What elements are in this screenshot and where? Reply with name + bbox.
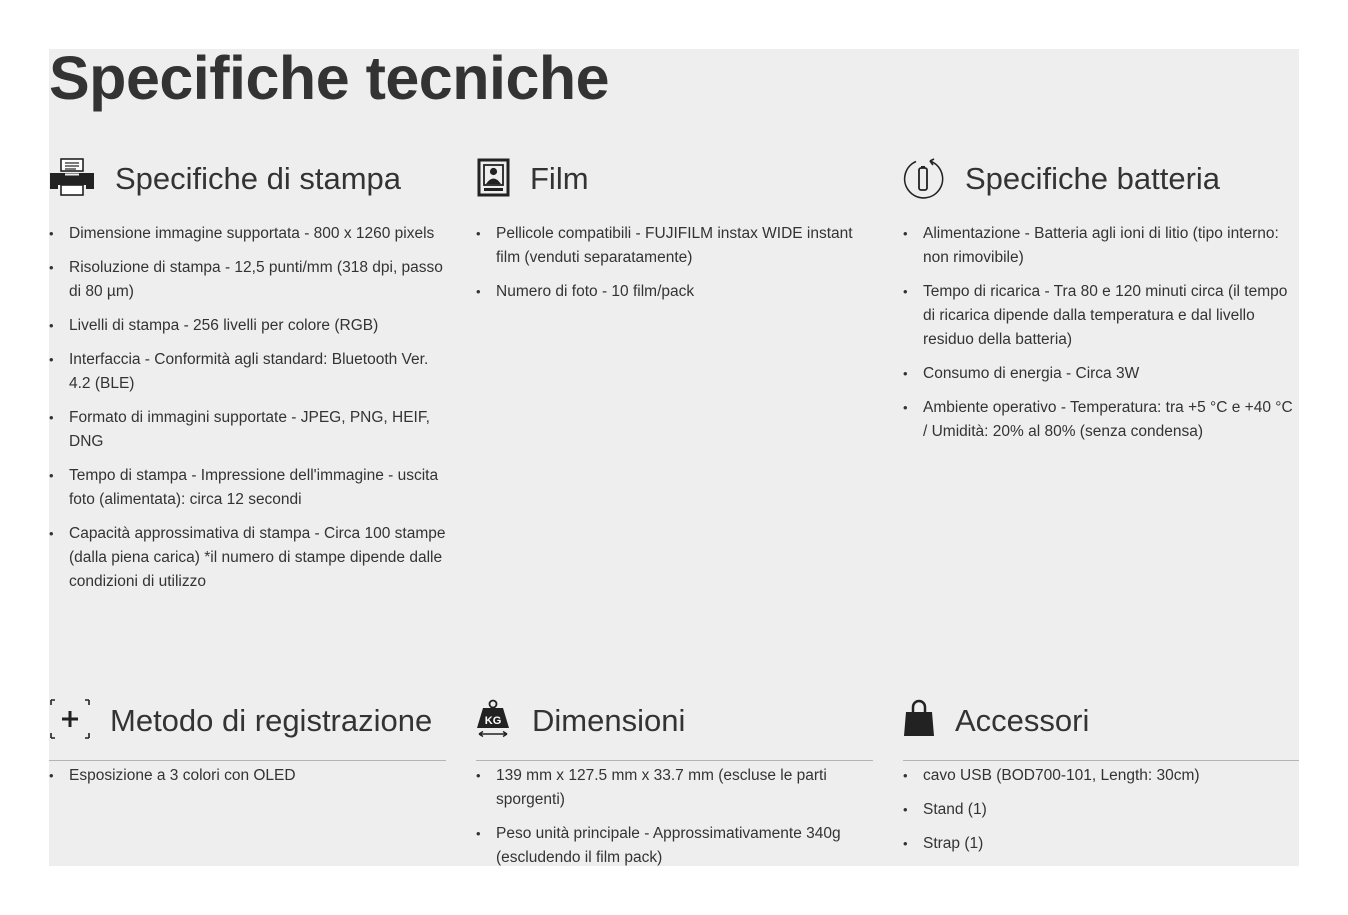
film-portrait-icon <box>476 156 522 202</box>
spec-list <box>476 764 874 866</box>
list-item: • cavo USB (BOD700-101, Length: 30cm) <box>903 764 1299 788</box>
list-item: • Tempo di ricarica - Tra 80 e 120 minuti circa (il tempo di ricarica dipende dalla temperatura e dal livello residuo della batteria) <box>903 280 1299 352</box>
section-dimensions <box>476 698 874 866</box>
section-recording-method <box>49 698 447 784</box>
section-film <box>476 156 874 300</box>
section-divider <box>49 760 446 761</box>
section-battery <box>903 156 1299 440</box>
list-item: • Esposizione a 3 colori con OLED <box>49 764 447 788</box>
list-item: • Tempo di stampa - Impressione dell'immagine - uscita foto (alimentata): circa 12 secondi <box>49 464 447 512</box>
list-item: • Dimensione immagine supportata - 800 x 1260 pixels <box>49 222 447 246</box>
section-title: Film <box>530 161 589 196</box>
spec-list <box>49 764 447 798</box>
list-item: • Livelli di stampa - 256 livelli per colore (RGB) <box>49 314 447 338</box>
section-title: Dimensioni <box>532 703 686 738</box>
page-title: Specifiche tecniche <box>49 49 610 112</box>
spec-list <box>476 222 874 314</box>
list-item: • Stand (1) <box>903 798 1299 822</box>
section-header <box>903 698 1299 744</box>
list-item: • Interfaccia - Conformità agli standard: Bluetooth Ver. 4.2 (BLE) <box>49 348 447 396</box>
section-header <box>49 698 447 744</box>
spec-list <box>49 222 447 604</box>
list-item: • Capacità approssimativa di stampa - Circa 100 stampe (dalla piena carica) *il numero di stampe dipende dalle condizioni di utilizzo <box>49 522 447 594</box>
list-item: • Strap (1) <box>903 832 1299 856</box>
spec-list <box>903 764 1299 866</box>
section-title: Specifiche di stampa <box>115 161 402 196</box>
section-header <box>49 156 447 202</box>
list-item: • Ambiente operativo - Temperatura: tra +5 °C e +40 °C / Umidità: 20% al 80% (senza condensa) <box>903 396 1299 444</box>
section-print-specs <box>49 156 447 590</box>
exposure-plus-icon <box>49 698 95 744</box>
section-title: Accessori <box>955 703 1090 738</box>
list-item: • Peso unità principale - Approssimativamente 340g (escludendo il film pack) <box>476 822 874 866</box>
spec-list <box>903 222 1299 454</box>
list-item: • Pellicole compatibili - FUJIFILM instax WIDE instant film (venduti separatamente) <box>476 222 874 270</box>
kg-label: KG <box>484 715 502 727</box>
list-item: • Formato di immagini supportate - JPEG, PNG, HEIF, DNG <box>49 406 447 454</box>
section-title: Metodo di registrazione <box>110 703 433 738</box>
section-accessories <box>903 698 1299 852</box>
battery-charge-icon <box>903 156 949 202</box>
list-item: • Consumo di energia - Circa 3W <box>903 362 1299 386</box>
section-title: Specifiche batteria <box>965 161 1221 196</box>
weight-kg-icon <box>476 698 522 744</box>
specs-panel <box>49 49 1299 866</box>
section-divider <box>903 760 1299 761</box>
section-header <box>476 156 874 202</box>
list-item: • 139 mm x 127.5 mm x 33.7 mm (escluse le parti sporgenti) <box>476 764 874 812</box>
shopping-bag-icon <box>903 698 949 744</box>
printer-icon <box>49 156 95 202</box>
section-header <box>476 698 874 744</box>
list-item: • Alimentazione - Batteria agli ioni di litio (tipo interno: non rimovibile) <box>903 222 1299 270</box>
section-header <box>903 156 1299 202</box>
section-divider <box>476 760 873 761</box>
list-item: • Numero di foto - 10 film/pack <box>476 280 874 304</box>
list-item: • Risoluzione di stampa - 12,5 punti/mm (318 dpi, passo di 80 µm) <box>49 256 447 304</box>
